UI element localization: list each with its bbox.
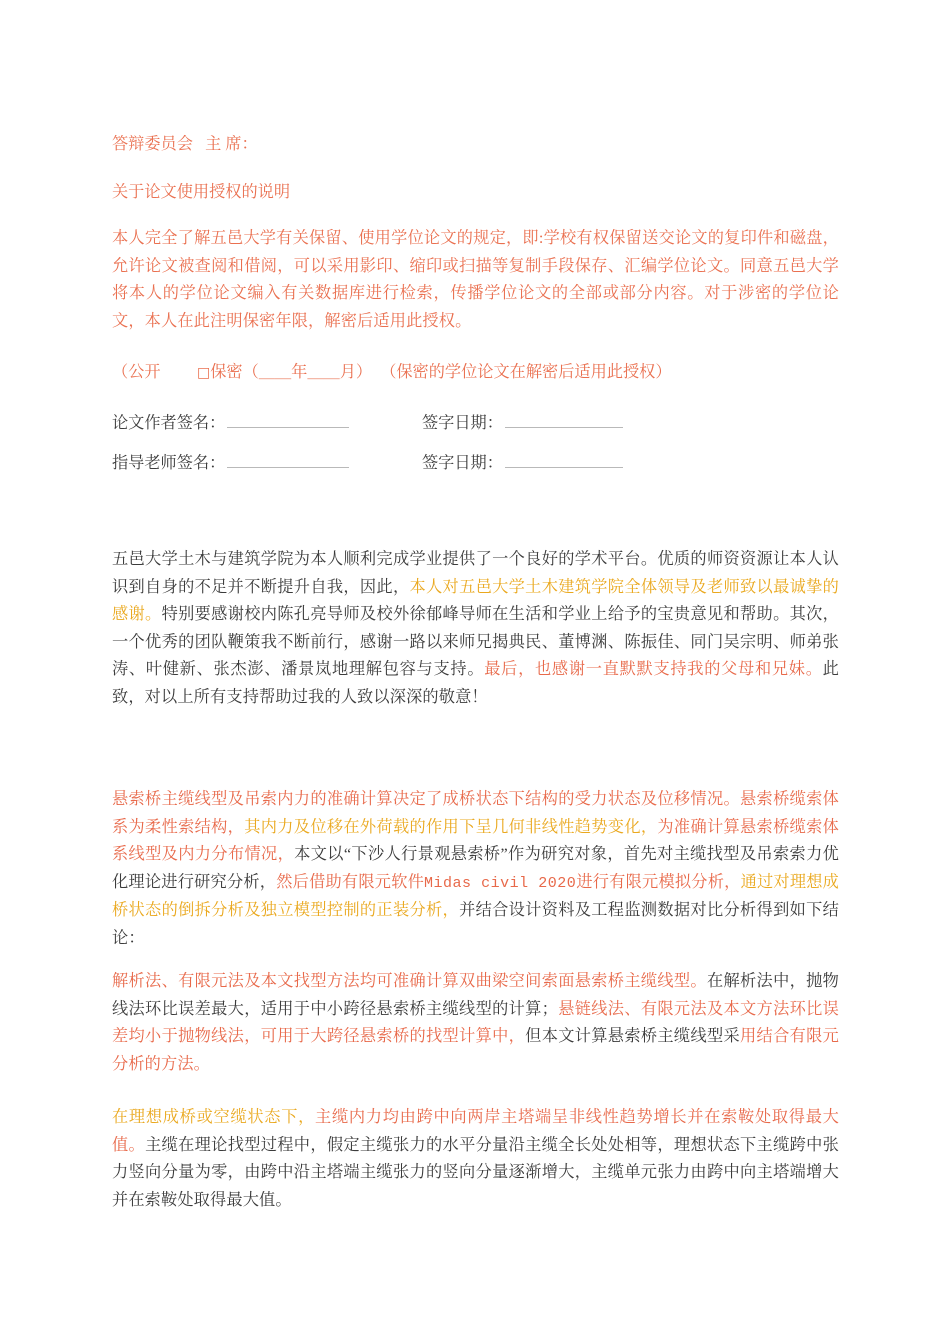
text-run: 本人对五邑大学土木建筑学院全体领导及老师致以最诚挚的感谢。: [112, 577, 839, 623]
text-run: 五邑大学土木与建筑学院为本人顺利完成学业提供了一个良好的学术平台。优质的师资资源让本人认识到自身的不足并不断提升自我，因此，: [112, 550, 839, 596]
acknowledgement-paragraph: [112, 546, 839, 711]
text-run: 并结合设计资料及工程监测数据对比分析得到如下结论：: [112, 901, 839, 947]
text-run: 特别要感谢校内陈孔亮导师及校外徐郁峰导师在生活和学业上给予的宝贵意见和帮助。其次，一个优秀的团队鞭策我不断前行，感谢一路以来师兄揭典民、董博渊、陈振佳、同门吴宗明、师弟张涛、叶健新、张杰澎、潘景岚地理解包容与支持。: [112, 605, 840, 678]
advisor-date-cell: [422, 449, 623, 473]
table-row: [112, 449, 839, 489]
text-run: 但本文计算悬索桥主缆线型采: [525, 1027, 741, 1045]
text-run: 悬索桥主缆线型及吊索内力的准确计算决定了成桥状态下结构的受力状态及位移情况。悬索桥缆索体系为柔性索结构，: [112, 790, 839, 836]
secrecy-prefix: （公开: [112, 363, 197, 381]
signature-block: [112, 409, 839, 489]
text-run: 本文以“下沙人行景观悬索桥”作为研究对象，首先对主缆找型及吊索索力优化理论进行研究分析，: [112, 845, 839, 891]
text-run: 在解析法中，抛物线法环比误差最大，适用于中小跨径悬索桥主缆线型的计算；: [112, 972, 839, 1018]
authorization-title: 关于论文使用授权的说明: [112, 183, 291, 201]
author-signature-input[interactable]: [227, 413, 349, 428]
text-run: 通过对理想成桥状态的倒拆分析及独立模型控制的正装分析，: [112, 872, 840, 919]
text-run: 此致，对以上所有支持帮助过我的人致以深深的敬意！: [112, 660, 839, 706]
advisor-signature-label: 指导老师签名：: [112, 454, 226, 472]
authorization-body-paragraph: 本人完全了解五邑大学有关保留、使用学位论文的规定，即:学校有权保留送交论文的复印件和磁盘，允许论文被查阅和借阅，可以采用影印、缩印或扫描等复制手段保存、汇编学位论文。同意五邑大学将本人的学位论文编入有关数据库进行检索，传播学位论文的全部或部分内容。对于涉密的学位论文，本人在此注明保密年限，解密后适用此授权。: [112, 229, 839, 330]
advisor-signature-cell: [112, 449, 422, 473]
text-run: 用结合有限元分析的方法。: [112, 1027, 840, 1073]
text-run: 在理想成桥或空缆状态下，: [112, 1108, 316, 1126]
committee-chair-line: 答辩委员会 主 席：: [112, 135, 258, 153]
text-run: 解析法、有限元法及本文找型方法均可准确计算双曲梁空间索面悬索桥主缆线型。: [112, 972, 707, 990]
secrecy-checkbox[interactable]: □: [196, 365, 211, 381]
text-run: 为准确计算悬索桥缆索体系线型及内力分布情况，: [112, 817, 839, 863]
conclusion-paragraph-1: [112, 968, 839, 1078]
advisor-date-label: 签字日期：: [422, 454, 503, 472]
author-signature-label: 论文作者签名：: [112, 414, 226, 432]
author-date-label: 签字日期：: [422, 414, 503, 432]
secrecy-note: （保密的学位论文在解密后适用此授权）: [380, 363, 672, 381]
secrecy-option-line: [112, 359, 672, 388]
text-run: 主缆在理论找型过程中，假定主缆张力的水平分量沿主缆全长处处相等，理想状态下主缆跨中张力竖向分量为零，由跨中沿主塔端主缆张力的竖向分量逐渐增大，主缆单元张力由跨中向主塔端增大并在索鞍处取得最大值。: [112, 1135, 839, 1209]
text-run: 其内力及位移在外荷载的作用下呈几何非线性趋势变化，: [244, 817, 658, 836]
secrecy-spacer: [372, 363, 380, 381]
text-run: Midas civil 2020: [424, 874, 577, 892]
author-date-input[interactable]: [505, 413, 623, 428]
conclusion-paragraph-2: [112, 1104, 839, 1214]
author-signature-cell: [112, 409, 422, 433]
text-run: 悬链线法、有限元法及本文方法环比误差均小于抛物线法，可用于大跨径悬索桥的找型计算中，: [112, 999, 839, 1045]
author-date-cell: [422, 409, 623, 433]
advisor-date-input[interactable]: [505, 453, 623, 468]
text-run: 然后借助有限元软件: [276, 872, 425, 891]
abstract-paragraph: [112, 786, 839, 952]
secrecy-middle: 保密（＿＿年＿＿月）: [210, 363, 373, 381]
text-run: 最后，也感谢一直默默支持我的父母和兄妹。: [484, 660, 823, 678]
advisor-signature-input[interactable]: [227, 453, 349, 468]
text-run: 进行有限元模拟分析，: [576, 872, 741, 891]
table-row: [112, 409, 839, 449]
text-run: 主缆内力均由跨中向两岸主塔端呈非线性趋势增长并在索鞍处取得最大值。: [112, 1108, 839, 1154]
